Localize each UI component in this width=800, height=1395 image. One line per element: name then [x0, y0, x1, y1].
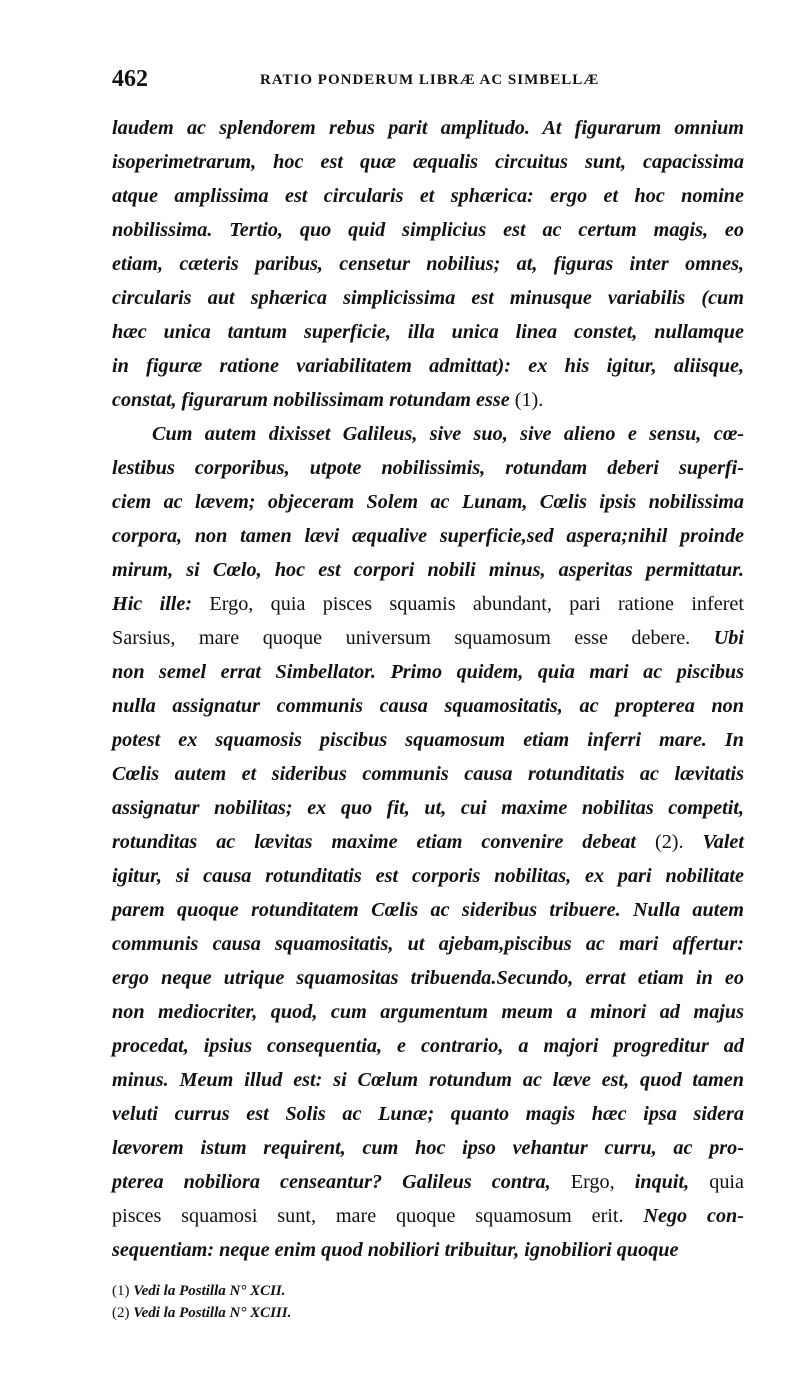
text-segment: inquit,	[634, 1171, 710, 1193]
footnotes	[112, 1280, 712, 1324]
text-segment: circularis aut sphærica simplicissima est minusque variabilis (cum	[112, 287, 744, 309]
text-segment: hæc unica tantum superficie, illa unica linea constet, nullamque	[112, 321, 744, 343]
text-line	[112, 859, 744, 893]
text-line	[112, 723, 744, 757]
text-segment: laudem ac splendorem rebus parit amplitudo. At figurarum omnium	[112, 117, 744, 139]
text-segment: assignatur nobilitas; ex quo fit, ut, cui maxime nobilitas competit,	[112, 797, 744, 819]
text-segment: isoperimetrarum, hoc est quæ æqualis circuitus sunt, capacissima	[112, 151, 744, 173]
text-segment: parem quoque rotunditatem Cœlis ac sideribus tribuere. Nulla autem	[112, 899, 744, 921]
text-segment: Ergo, quia pisces squamis abundant, pari ratione inferet	[209, 593, 744, 615]
text-line	[112, 553, 744, 587]
text-line	[112, 349, 744, 383]
text-line	[112, 927, 744, 961]
text-line	[112, 587, 744, 621]
footnote-text: Vedi la Postilla N° XCII.	[133, 1283, 286, 1299]
text-line	[112, 145, 744, 179]
text-segment: atque amplissima est circularis et sphærica: ergo et hoc nomine	[112, 185, 744, 207]
text-segment: (1).	[514, 389, 544, 411]
text-line	[112, 213, 744, 247]
text-segment: Ubi	[713, 627, 744, 649]
text-segment: communis causa squamositatis, ut ajebam,piscibus ac mari affertur:	[112, 933, 744, 955]
text-line	[112, 417, 744, 451]
text-segment: constat, figurarum nobilissimam rotundam esse	[112, 389, 515, 411]
text-segment: procedat, ipsius consequentia, e contrario, a majori progreditur ad	[112, 1035, 744, 1057]
text-segment: sequentiam: neque enim quod nobiliori tribuitur, ignobiliori quoque	[112, 1239, 679, 1261]
text-segment: Ergo,	[570, 1171, 635, 1193]
text-segment: ciem ac lævem; objeceram Solem ac Lunam, Cœlis ipsis nobilissima	[112, 491, 744, 513]
text-segment: non semel errat Simbellator. Primo quidem, quia mari ac piscibus	[112, 661, 744, 683]
text-line	[112, 791, 744, 825]
text-line	[112, 383, 744, 417]
text-segment: igitur, si causa rotunditatis est corporis nobilitas, ex pari nobilitate	[112, 865, 744, 887]
text-segment: (2).	[654, 831, 703, 853]
footnote-number: (2)	[112, 1305, 134, 1321]
text-line	[112, 485, 744, 519]
text-line	[112, 111, 744, 145]
text-line	[112, 893, 744, 927]
text-line	[112, 1233, 744, 1267]
text-line	[112, 655, 744, 689]
footnote-number: (1)	[112, 1283, 134, 1299]
text-line	[112, 825, 744, 859]
text-segment: pisces squamosi sunt, mare quoque squamosum erit.	[112, 1205, 644, 1227]
footnote-text: Vedi la Postilla N° XCIII.	[133, 1305, 292, 1321]
text-segment: etiam, cæteris paribus, censetur nobilius; at, figuras inter omnes,	[112, 253, 744, 275]
text-segment: minus. Meum illud est: si Cœlum rotundum ac læve est, quod tamen	[112, 1069, 744, 1091]
footnote	[112, 1280, 712, 1302]
text-line	[112, 1097, 744, 1131]
text-segment: Cum autem dixisset Galileus, sive suo, sive alieno e sensu, cœ-	[152, 423, 744, 445]
text-line	[112, 1131, 744, 1165]
text-segment: in figuræ ratione variabilitatem admittat): ex his igitur, aliisque,	[112, 355, 744, 377]
text-segment: pterea nobiliora censeantur? Galileus contra,	[112, 1171, 571, 1193]
text-line	[112, 315, 744, 349]
text-segment: Hic ille:	[112, 593, 210, 615]
text-line	[112, 1029, 744, 1063]
running-head: RATIO PONDERUM LIBRÆ AC SIMBELLÆ	[260, 72, 600, 88]
text-segment: lævorem istum requirent, cum hoc ipso vehantur curru, ac pro-	[112, 1137, 744, 1159]
text-line	[112, 757, 744, 791]
text-line	[112, 281, 744, 315]
text-segment: potest ex squamosis piscibus squamosum etiam inferri mare. In	[112, 729, 744, 751]
text-segment: non mediocriter, quod, cum argumentum meum a minori ad majus	[112, 1001, 744, 1023]
body-text	[112, 111, 744, 1267]
text-segment: Cœlis autem et sideribus communis causa rotunditatis ac lævitatis	[112, 763, 744, 785]
text-line	[112, 247, 744, 281]
text-segment: corpora, non tamen lævi æqualive superficie,sed aspera;nihil proinde	[112, 525, 744, 547]
text-line	[112, 1199, 744, 1233]
text-line	[112, 1165, 744, 1199]
footnote	[112, 1302, 712, 1324]
text-segment: rotunditas ac lævitas maxime etiam convenire debeat	[112, 831, 655, 853]
text-segment: Nego con-	[643, 1205, 744, 1227]
text-line	[112, 689, 744, 723]
text-segment: nulla assignatur communis causa squamositatis, ac propterea non	[112, 695, 744, 717]
text-segment: nobilissima. Tertio, quo quid simplicius est ac certum magis, eo	[112, 219, 744, 241]
page-header	[112, 66, 742, 106]
text-line	[112, 451, 744, 485]
text-line	[112, 995, 744, 1029]
text-line	[112, 961, 744, 995]
text-segment: quia	[709, 1171, 744, 1193]
page-number: 462	[112, 66, 148, 92]
text-line	[112, 621, 744, 655]
text-line	[112, 179, 744, 213]
text-segment: Valet	[702, 831, 744, 853]
text-segment: ergo neque utrique squamositas tribuenda.Secundo, errat etiam in eo	[112, 967, 744, 989]
text-line	[112, 1063, 744, 1097]
text-segment: Sarsius, mare quoque universum squamosum esse debere.	[112, 627, 714, 649]
text-segment: mirum, si Cœlo, hoc est corpori nobili minus, asperitas permittatur.	[112, 559, 744, 581]
text-segment: lestibus corporibus, utpote nobilissimis, rotundam deberi superfi-	[112, 457, 744, 479]
text-segment: veluti currus est Solis ac Lunæ; quanto magis hæc ipsa sidera	[112, 1103, 744, 1125]
text-line	[112, 519, 744, 553]
